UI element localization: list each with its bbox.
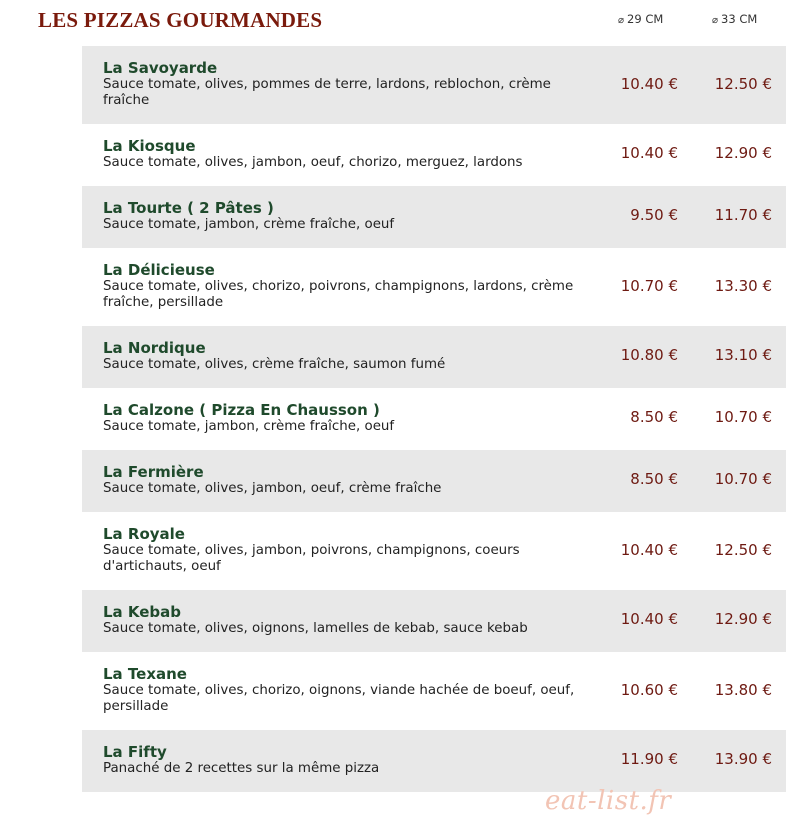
price-29cm: 8.50 € — [630, 408, 678, 426]
price-29cm: 10.80 € — [620, 346, 678, 364]
pizza-name: La Tourte ( 2 Pâtes ) — [103, 199, 274, 217]
pizza-name: La Kiosque — [103, 137, 196, 155]
list-item — [82, 730, 786, 792]
pizza-name: La Fermière — [103, 463, 204, 481]
section-title: LES PIZZAS GOURMANDES — [38, 8, 323, 32]
pizza-list — [82, 46, 786, 792]
list-item — [82, 124, 786, 186]
column-header-29cm — [618, 12, 663, 26]
price-29cm: 10.40 € — [620, 144, 678, 162]
pizza-description: Panaché de 2 recettes sur la même pizza — [103, 761, 380, 776]
price-33cm: 13.10 € — [714, 346, 772, 364]
price-33cm: 12.90 € — [714, 610, 772, 628]
pizza-name: La Royale — [103, 525, 185, 543]
pizza-name: La Fifty — [103, 743, 167, 761]
pizza-name: La Délicieuse — [103, 261, 215, 279]
diameter-icon: ⌀ — [618, 15, 625, 26]
pizza-name: La Texane — [103, 665, 187, 683]
price-29cm: 8.50 € — [630, 470, 678, 488]
price-29cm: 10.70 € — [620, 277, 678, 295]
list-item — [82, 450, 786, 512]
pizza-description: Sauce tomate, olives, chorizo, oignons, viande hachée de boeuf, oeuf, persillade — [103, 683, 575, 714]
price-29cm: 9.50 € — [630, 206, 678, 224]
pizza-name: La Kebab — [103, 603, 182, 621]
price-33cm: 13.90 € — [714, 750, 772, 768]
list-item — [82, 186, 786, 248]
diameter-icon: ⌀ — [712, 15, 719, 26]
list-item — [82, 512, 786, 590]
price-29cm: 10.40 € — [620, 75, 678, 93]
price-33cm: 11.70 € — [714, 206, 772, 224]
column-label-29cm: 29 CM — [627, 12, 664, 26]
price-33cm: 10.70 € — [714, 470, 772, 488]
pizza-description: Sauce tomate, olives, jambon, oeuf, crème fraîche — [103, 481, 442, 496]
list-item — [82, 652, 786, 730]
price-29cm: 10.40 € — [620, 610, 678, 628]
price-33cm: 12.90 € — [714, 144, 772, 162]
pizza-name: La Savoyarde — [103, 59, 218, 77]
price-33cm: 13.30 € — [714, 277, 772, 295]
pizza-description: Sauce tomate, jambon, crème fraîche, oeuf — [103, 217, 395, 232]
pizza-name: La Calzone ( Pizza En Chausson ) — [103, 401, 380, 419]
menu-header — [0, 0, 800, 46]
list-item — [82, 326, 786, 388]
price-33cm: 12.50 € — [714, 541, 772, 559]
column-header-33cm — [712, 12, 757, 26]
pizza-description: Sauce tomate, jambon, crème fraîche, oeuf — [103, 419, 395, 434]
price-29cm: 11.90 € — [620, 750, 678, 768]
pizza-name: La Nordique — [103, 339, 206, 357]
column-label-33cm: 33 CM — [721, 12, 758, 26]
pizza-description: Sauce tomate, olives, pommes de terre, lardons, reblochon, crème fraîche — [103, 77, 551, 108]
watermark: eat-list.fr — [545, 786, 672, 816]
list-item — [82, 388, 786, 450]
list-item — [82, 248, 786, 326]
pizza-description: Sauce tomate, olives, jambon, oeuf, chorizo, merguez, lardons — [103, 155, 523, 170]
pizza-description: Sauce tomate, olives, oignons, lamelles de kebab, sauce kebab — [103, 621, 528, 636]
price-29cm: 10.60 € — [620, 681, 678, 699]
price-33cm: 10.70 € — [714, 408, 772, 426]
list-item — [82, 590, 786, 652]
pizza-description: Sauce tomate, olives, jambon, poivrons, champignons, coeurs d'artichauts, oeuf — [103, 543, 520, 574]
price-33cm: 13.80 € — [714, 681, 772, 699]
price-33cm: 12.50 € — [714, 75, 772, 93]
pizza-description: Sauce tomate, olives, chorizo, poivrons, champignons, lardons, crème fraîche, persillade — [103, 279, 574, 310]
price-29cm: 10.40 € — [620, 541, 678, 559]
list-item — [82, 46, 786, 124]
pizza-description: Sauce tomate, olives, crème fraîche, saumon fumé — [103, 357, 446, 372]
